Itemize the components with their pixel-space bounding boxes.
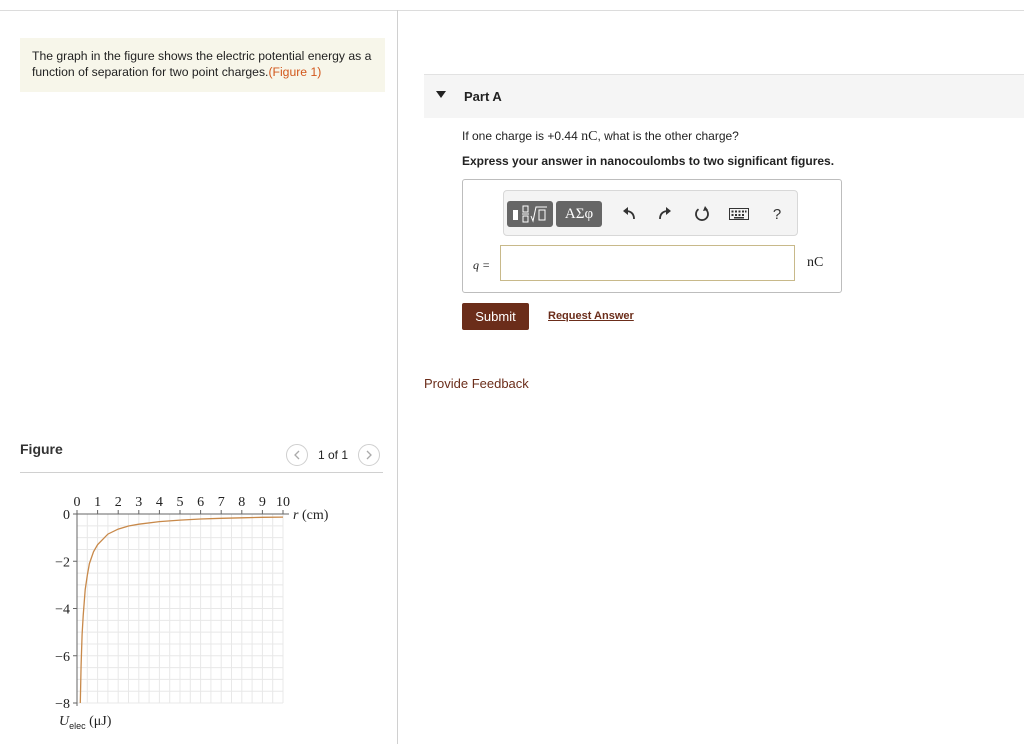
reset-button[interactable] bbox=[691, 203, 713, 225]
y-tick-label: −6 bbox=[55, 649, 70, 665]
redo-icon bbox=[657, 206, 673, 222]
y-tick-label: −4 bbox=[55, 602, 70, 618]
x-axis-label: r (cm) bbox=[293, 508, 329, 523]
figure-label: Figure bbox=[20, 441, 63, 457]
x-tick-label: 4 bbox=[155, 495, 163, 510]
figure-nav bbox=[286, 443, 380, 467]
question-pre: If one charge is +0.44 bbox=[462, 129, 582, 143]
x-tick-label: 2 bbox=[114, 495, 122, 510]
keyboard-button[interactable] bbox=[727, 203, 751, 225]
question-text bbox=[462, 129, 739, 145]
figure-link[interactable]: (Figure 1) bbox=[268, 65, 322, 79]
figure-next-button[interactable] bbox=[358, 444, 380, 466]
figure-prev-button[interactable] bbox=[286, 444, 308, 466]
potential-energy-chart bbox=[40, 480, 360, 740]
instruction-text: Express your answer in nanocoulombs to two significant figures. bbox=[462, 154, 835, 168]
reset-icon bbox=[693, 205, 711, 223]
help-button[interactable]: ? bbox=[772, 205, 782, 223]
provide-feedback-link[interactable]: Provide Feedback bbox=[424, 376, 529, 391]
question-unit: nC bbox=[581, 129, 598, 144]
greek-symbols-button[interactable]: ΑΣφ bbox=[556, 201, 602, 227]
x-tick-label: 0 bbox=[73, 495, 81, 510]
figure-rule bbox=[20, 472, 383, 473]
x-tick-label: 1 bbox=[94, 495, 102, 510]
y-tick-label: −8 bbox=[55, 697, 70, 712]
math-toolbar bbox=[503, 190, 798, 236]
redo-button[interactable] bbox=[654, 203, 676, 225]
answer-unit: nC bbox=[807, 255, 824, 270]
undo-button[interactable] bbox=[618, 203, 640, 225]
question-post: , what is the other charge? bbox=[597, 129, 739, 143]
chevron-right-icon bbox=[365, 450, 373, 460]
y-tick-label: −2 bbox=[55, 555, 70, 571]
keyboard-icon bbox=[729, 208, 749, 220]
intro-box bbox=[20, 38, 385, 92]
y-tick-label: 0 bbox=[63, 508, 70, 523]
x-tick-label: 5 bbox=[176, 495, 184, 510]
part-title: Part A bbox=[464, 89, 502, 104]
answer-variable-label: q = bbox=[473, 258, 491, 272]
undo-icon bbox=[621, 206, 637, 222]
request-answer-link[interactable]: Request Answer bbox=[548, 310, 634, 322]
answer-input[interactable] bbox=[500, 245, 795, 281]
template-button[interactable] bbox=[507, 201, 553, 227]
intro-text: The graph in the figure shows the electric potential energy as a function of separation for two point charges. bbox=[32, 49, 372, 79]
x-tick-label: 6 bbox=[197, 495, 205, 510]
submit-button[interactable]: Submit bbox=[462, 303, 529, 330]
x-tick-label: 7 bbox=[217, 495, 225, 510]
x-tick-label: 10 bbox=[276, 495, 290, 510]
fraction-sqrt-icon bbox=[511, 205, 549, 223]
x-tick-label: 8 bbox=[238, 495, 246, 510]
panel-divider bbox=[397, 10, 398, 744]
x-tick-label: 9 bbox=[258, 495, 266, 510]
top-rule bbox=[0, 10, 1024, 11]
x-tick-label: 3 bbox=[135, 495, 143, 510]
figure-count: 1 of 1 bbox=[318, 448, 349, 462]
collapse-caret-icon[interactable] bbox=[436, 91, 446, 98]
chart-grid bbox=[77, 514, 283, 703]
chart-labels bbox=[59, 508, 329, 731]
chevron-left-icon bbox=[293, 450, 301, 460]
y-axis-label: $U_{elec}$ (μJ) bbox=[59, 714, 112, 731]
part-a-header[interactable] bbox=[424, 74, 1024, 118]
answer-box bbox=[462, 179, 842, 293]
